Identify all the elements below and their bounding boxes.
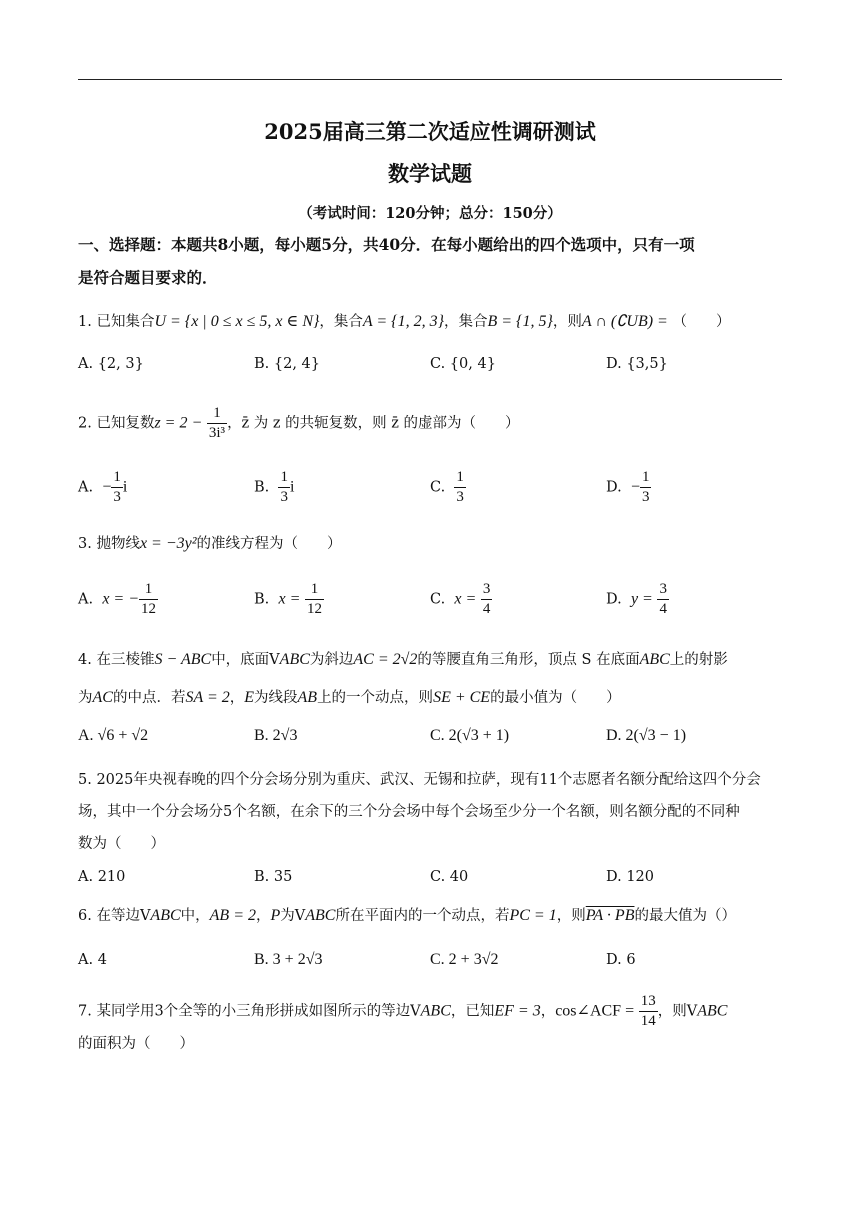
q2-option-c[interactable]: C. $\frac{1}{3}$	[430, 469, 464, 505]
set-a: A = {1, 2, 3}	[362, 313, 444, 330]
q2-option-a[interactable]: A. − $\frac{1}{3}$ i	[78, 469, 128, 505]
q3-option-c[interactable]: C. x = $\frac{3}{4}$	[430, 581, 491, 617]
question-4-line2: 为AC的中点．若SA = 2，E为线段AB上的一个动点，则SE + CE的最小值为（ ）	[78, 689, 621, 706]
q6-option-d[interactable]: D. 6	[606, 952, 636, 968]
q1-option-a[interactable]: A. {2, 3}	[78, 356, 144, 372]
question-5-line1: 5. 2025年央视春晚的四个分会场分别为重庆、武汉、无锡和拉萨，现有11个志愿者名额分配给这四个分会	[78, 772, 761, 788]
question-5-line2: 场，其中一个分会场分5个名额，在余下的三个分会场中每个会场至少分一个名额，则名额分配的不同种	[78, 804, 740, 820]
q4-option-c[interactable]: C. 2(√3 + 1)	[430, 727, 510, 744]
question-7-line1: 7. 某同学用3个全等的小三角形拼成如图所示的等边VABC，已知EF = 3，cos∠ACF = $\frac{13}{14}$ ，则VABC	[78, 993, 728, 1029]
q5-option-d[interactable]: D. 120	[606, 869, 655, 885]
question-7-line2: 的面积为（ ）	[78, 1036, 194, 1052]
q3-option-b[interactable]: B. x = $\frac{1}{12}$	[254, 581, 322, 617]
section-heading-line1: 一、选择题：本题共8小题，每小题5分，共40分．在每小题给出的四个选项中，只有一项	[78, 235, 695, 254]
q1-option-c[interactable]: C. {0, 4}	[430, 356, 496, 372]
set-u: U = {x | 0 ≤ x ≤ 5, x ∈ N}	[154, 313, 320, 330]
q6-option-b[interactable]: B. 3 + 2√3	[254, 951, 323, 968]
q6-option-a[interactable]: A. 4	[78, 952, 107, 968]
question-6: 6. 在等边VABC中，AB = 2，P为VABC所在平面内的一个动点，若PC = 1，则PA · PB的最大值为（）	[78, 907, 736, 924]
question-2: 2. 已知复数z = 2 − $\frac{1}{\text{3i³}}$ ，z̄ 为 z 的共轭复数，则 z̄ 的虚部为（ ）	[78, 405, 520, 441]
question-4-line1: 4. 在三棱锥S − ABC中，底面VABC为斜边AC = 2√2的等腰直角三角形，顶点 S 在底面ABC上的射影	[78, 651, 728, 668]
header-rule	[78, 79, 782, 80]
q4-option-d[interactable]: D. 2(√3 − 1)	[606, 727, 687, 744]
vector-dot-product: PA · PB	[585, 907, 635, 924]
exam-title: 2025届高三第二次适应性调研测试	[264, 119, 596, 144]
q4-option-b[interactable]: B. 2√3	[254, 727, 298, 744]
question-3: 3. 抛物线x = −3y²的准线方程为（ ）	[78, 535, 342, 552]
q5-option-a[interactable]: A. 210	[78, 869, 126, 885]
q3-option-a[interactable]: A. x = − $\frac{1}{12}$	[78, 581, 157, 617]
parabola-equation: x = −3y²	[139, 535, 197, 552]
question-5-line3: 数为（ ）	[78, 836, 165, 852]
q7-fraction: $\frac{13}{14}$	[640, 993, 656, 1029]
q2-option-d[interactable]: D. − $\frac{1}{3}$	[606, 469, 650, 505]
q3-option-d[interactable]: D. y = $\frac{3}{4}$	[606, 581, 667, 617]
set-b: B = {1, 5}	[487, 313, 553, 330]
q2-fraction: $\frac{1}{\text{3i³}}$	[208, 405, 226, 441]
section-heading-line2: 是符合题目要求的．	[78, 268, 218, 287]
q4-option-a[interactable]: A. √6 + √2	[78, 727, 149, 744]
question-1: 1. 已知集合U = {x | 0 ≤ x ≤ 5, x ∈ N}，集合A = {1, 2, 3}，集合B = {1, 5}，则A ∩ (∁UB) = （ ）	[78, 313, 731, 330]
set-expression: A ∩ (∁UB) =	[581, 313, 668, 330]
subject-title: 数学试题	[388, 161, 472, 186]
q2-option-b[interactable]: B. $\frac{1}{3}$ i	[254, 469, 295, 505]
exam-info: （考试时间：120分钟；总分：150分）	[298, 205, 562, 222]
q1-option-b[interactable]: B. {2, 4}	[254, 356, 320, 372]
q5-option-b[interactable]: B. 35	[254, 869, 293, 885]
q1-option-d[interactable]: D. {3,5}	[606, 356, 668, 372]
q6-option-c[interactable]: C. 2 + 3√2	[430, 951, 499, 968]
q5-option-c[interactable]: C. 40	[430, 869, 469, 885]
